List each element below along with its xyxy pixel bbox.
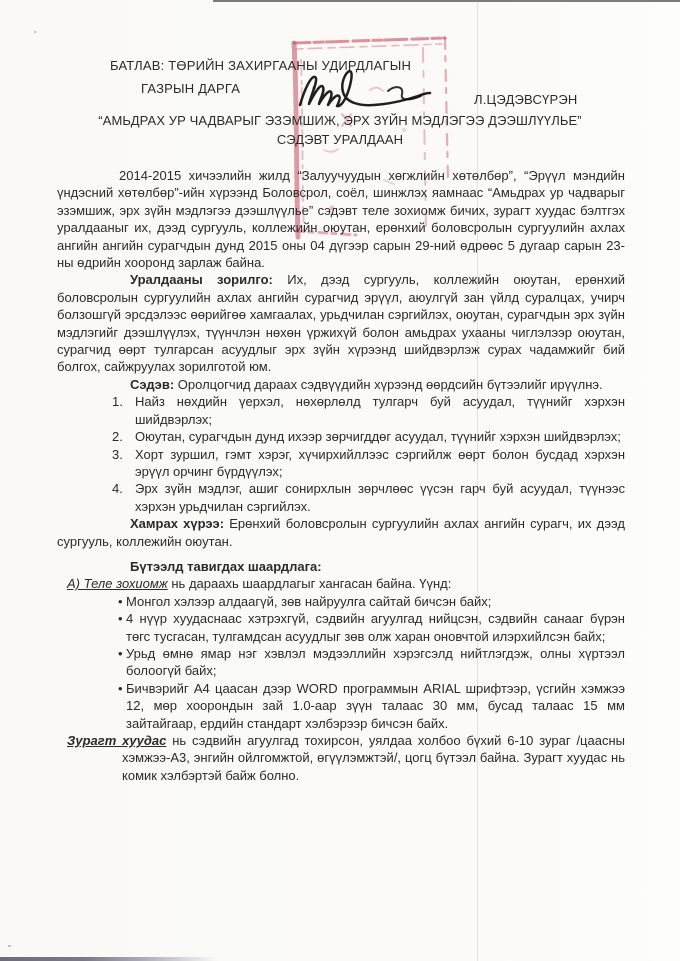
poster-lead: Зурагт хуудас xyxy=(67,733,167,748)
approver-name: Л.ЦЭДЭВСҮРЭН xyxy=(474,92,578,107)
document-title-line1: “АМЬДРАХ УР ЧАДВАРЫГ ЭЗЭМШИЖ, ЭРХ ЗҮЙН МЭДЛЭГЭЭ ДЭЭШЛҮҮЛЬЕ” xyxy=(98,113,582,128)
goal-paragraph xyxy=(57,271,625,375)
requirement-item: • Бичвэрийг А4 цаасан дээр WORD программын ARIAL шрифтээр, үсгийн хэмжээ 12, мөр хоорондын зай 1.0-аар зүүн талаас 30 мм, бусад талаас 15 мм зайтайгаар, ердийн стандарт хэлбэрээр бичсэн байх. xyxy=(57,680,625,732)
approval-line1: БАТЛАВ: ТӨРИЙН ЗАХИРГААНЫ УДИРДЛАГЫН xyxy=(110,58,412,73)
approval-line2: ГАЗРЫН ДАРГА xyxy=(141,81,241,96)
scan-bottom-edge-artifact xyxy=(0,957,218,961)
topics-heading: Сэдэв: xyxy=(130,376,175,392)
topic-item: Хорт зуршил, гэмт хэрэг, хүчирхийллээс сэргийлж өөрт болон бусдад хэрхэн эрүүл орчинг бүрдүүлэх; xyxy=(135,446,625,479)
document-body xyxy=(57,167,625,784)
requirement-item: • 4 нүүр хуудаснаас хэтрэхгүй, сэдвийн агуулгад нийцсэн, сэдвийн санааг бүрэн төгс тусгасан, тулгамдсан асуудлыг зөв олж харан оновчтой илэрхийлсэн байх; xyxy=(57,610,625,645)
requirement-item: • Монгол хэлээр алдаагүй, зөв найруулга сайтай бичсэн байх; xyxy=(57,593,625,610)
document-title-line2: СЭДЭВТ УРАЛДААН xyxy=(276,132,404,147)
requirements-heading: Бүтээлд тавигдах шаардлага: xyxy=(130,558,322,574)
tele-script-paragraph xyxy=(57,575,625,592)
topic-item: Найз нөхдийн үерхэл, нөхөрлөлд тулгарч буй асуудал, түүнийг хэрхэн шийдвэрлэх; xyxy=(135,394,625,427)
poster-paragraph xyxy=(57,732,625,784)
scope-heading: Хамрах хүрээ: xyxy=(130,516,225,532)
topics-lead-paragraph xyxy=(57,376,625,393)
topic-item: Оюутан, сурагчдын дунд ихээр зөрчигддөг асуудал, түүнийг хэрхэн шийдвэрлэх; xyxy=(135,429,621,445)
topics-text: Оролцогчид дараах сэдвүүдийн хүрээнд өөрдсийн бүтээлийг ирүүлнэ. xyxy=(177,376,603,392)
document-title xyxy=(0,111,680,149)
requirement-item: • Урьд өмнө ямар нэг хэвлэл мэдээллийн хэрэгсэлд нийтлэгдэж, олны хүртээл болоогүй байх; xyxy=(57,645,625,680)
scan-speck xyxy=(34,31,36,33)
topic-list xyxy=(57,393,625,515)
goal-text: Их, дээд сургууль, коллежийн оюутан, ерөнхий боловсролын сургуулийн ахлах ангийн сурагчид эрүүл, аюулгүй зан үйлд суралцах, учирч болзошгүй эрсдэлээс өөрийгөө хамгаалах, урьдчилан сэргийлэх, оюутан, сурагчдын эрх зүйн мэдлэгийг дээшлүүлэх, түүнчлэн нөхөн үржихүй болон амьдрах ухааны чиглэлээр оюутан, сурагчид өөрт тулгарсан асуудлыг эрх зүйн хүрээнд шийдвэрлэж сурах чадамжийг бий болгох, сайжруулах зорилготой юм. xyxy=(57,272,625,375)
requirement-list xyxy=(57,593,625,732)
scope-text: Ерөнхий боловсролын сургуулийн ахлах ангийн сурагч, их дээд сургууль, коллежийн оюутан. xyxy=(57,516,625,549)
intro-paragraph: 2014-2015 хичээлийн жилд “Залуучуудын хөгжлийн хөтөлбөр”, “Эрүүл мэндийн үндэсний хөтөлбөр”-ийн хүрээнд Боловсрол, соёл, шинжлэх яамнаас “Амьдрах ур чадварыг эзэмшиж, эрх зүйн мэдлэгээ дээшлүүлье” сэдэвт теле зохиомж бичих, зурагт хуудас бэлтгэх уралдааныг их, дээд сургууль, коллежийн оюутан, ерөнхий боловсролын сургуулийн ахлах ангийн ангийн сурагчдын дунд 2015 оны 04 дүгээр сарын 29-ний өдрөөс 5 дугаар сарын 23-ны өдрийн хооронд зарлаж байна. xyxy=(57,168,625,271)
tele-script-text: нь дараахь шаардлагыг хангасан байна. Үүнд: xyxy=(171,576,452,592)
topic-item: Эрх зүйн мэдлэг, ашиг сонирхлын зөрчлөөс үүсэн гарч буй асуудал, түүнээс хэрхэн урьдчилан сэргийлэх. xyxy=(135,481,625,514)
scan-top-edge-artifact xyxy=(213,0,680,2)
poster-text: нь сэдвийн агуулгад тохирсон, уялдаа холбоо бүхий 6-10 зураг /цаасны хэмжээ-А3, энгийн ойлгомжтой, өгүүлэмжтэй/, цогц бүтээл байна. Зурагт хуудас нь комик хэлбэртэй байж болно. xyxy=(122,733,625,783)
goal-heading: Уралдааны зорилго: xyxy=(130,272,273,288)
scan-speck xyxy=(8,945,11,947)
tele-script-lead: А) Теле зохиомж xyxy=(67,576,168,592)
scope-paragraph xyxy=(57,515,625,550)
approval-block xyxy=(110,54,578,107)
